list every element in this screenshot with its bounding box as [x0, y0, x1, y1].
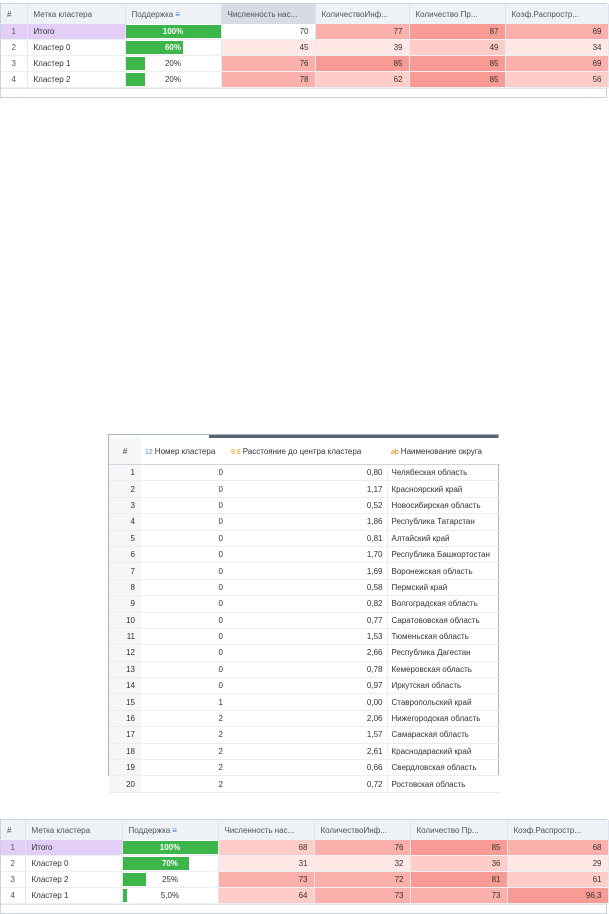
metric-cell: 69: [505, 56, 608, 72]
cluster-number: 0: [141, 465, 227, 481]
cluster-label: Итого: [25, 840, 122, 856]
metric-cell: 69: [505, 24, 608, 40]
table-row[interactable]: [109, 760, 500, 776]
row-index: 14: [109, 678, 141, 694]
header-row: [109, 438, 500, 465]
row-index: 2: [1, 856, 25, 872]
cluster-number: 2: [141, 727, 227, 743]
cluster-number: 0: [141, 563, 227, 579]
distance-value: 1,17: [227, 481, 387, 497]
region-name: Красноярский край: [387, 481, 500, 497]
cluster-number: 2: [141, 776, 227, 792]
region-name: Краснодараский край: [387, 743, 500, 759]
cluster-label: Кластер 1: [27, 56, 125, 72]
distance-value: 1,57: [227, 727, 387, 743]
table-row[interactable]: [109, 546, 500, 562]
table-row[interactable]: [1, 856, 608, 872]
metric-cell: 62: [315, 72, 409, 88]
table-row[interactable]: [1, 40, 608, 56]
row-index: 7: [109, 563, 141, 579]
table-row[interactable]: [109, 710, 500, 726]
float-type-icon: 9.8: [231, 448, 241, 456]
dataset-table: [108, 434, 499, 789]
row-index: 3: [1, 872, 25, 888]
table-row[interactable]: [109, 645, 500, 661]
sort-icon[interactable]: ≡: [175, 9, 180, 19]
row-index: 4: [1, 72, 27, 88]
row-index: 2: [109, 481, 141, 497]
metric-cell: 34: [505, 40, 608, 56]
region-name: Свердловская область: [387, 760, 500, 776]
row-index: 4: [109, 514, 141, 530]
metric-cell: 64: [218, 888, 314, 904]
cluster-number: 0: [141, 661, 227, 677]
table-row[interactable]: [109, 563, 500, 579]
metric-cell: 45: [221, 40, 315, 56]
distance-value: 0,82: [227, 596, 387, 612]
col-distance-label: Расстояние до центра кластера: [242, 446, 362, 456]
table-row[interactable]: [1, 56, 608, 72]
col-support-label: Поддержка: [128, 825, 171, 835]
table-row[interactable]: [109, 579, 500, 595]
metric-cell: 32: [314, 856, 410, 872]
col-distance[interactable]: [227, 438, 387, 465]
row-index: 2: [1, 40, 27, 56]
metric-cell: 76: [314, 840, 410, 856]
header-row: [1, 4, 608, 24]
row-index: 13: [109, 661, 141, 677]
col-infected[interactable]: КоличествоИнф...: [315, 4, 409, 24]
cluster-number: 0: [141, 497, 227, 513]
metric-cell: 56: [505, 72, 608, 88]
cluster-number: 2: [141, 743, 227, 759]
metric-cell: 85: [409, 56, 505, 72]
row-index: 8: [109, 579, 141, 595]
row-index: 1: [1, 24, 27, 40]
distance-value: 1,70: [227, 546, 387, 562]
row-index: 3: [1, 56, 27, 72]
table-row[interactable]: [109, 727, 500, 743]
table-row[interactable]: [109, 514, 500, 530]
distance-value: 0,81: [227, 530, 387, 546]
support-value: 5,0%: [160, 891, 180, 900]
col-support[interactable]: [125, 4, 221, 24]
region-name: Ростовская область: [387, 776, 500, 792]
row-index: 3: [109, 497, 141, 513]
table-row[interactable]: [109, 743, 500, 759]
region-name: Волгоградская область: [387, 596, 500, 612]
distance-value: 2,06: [227, 710, 387, 726]
region-name: Воронежская область: [387, 563, 500, 579]
cluster-label: Кластер 0: [25, 856, 122, 872]
support-value: 60%: [164, 43, 181, 52]
support-value: 100%: [162, 27, 184, 36]
table-row[interactable]: [1, 24, 608, 40]
row-index: 5: [109, 530, 141, 546]
row-index: 11: [109, 628, 141, 644]
region-name: Иркутская область: [387, 678, 500, 694]
distance-value: 0,52: [227, 497, 387, 513]
region-name: Самараская область: [387, 727, 500, 743]
col-cluster-label[interactable]: Метка кластера: [25, 820, 122, 840]
metric-cell: 68: [218, 840, 314, 856]
cluster-number: 0: [141, 596, 227, 612]
metric-cell: 85: [410, 840, 507, 856]
table-row[interactable]: [1, 840, 608, 856]
row-index: 18: [109, 743, 141, 759]
metric-cell: 61: [507, 872, 608, 888]
cluster-number: 0: [141, 546, 227, 562]
support-value: 20%: [164, 75, 181, 84]
distance-value: 0,77: [227, 612, 387, 628]
scroll-indicator: [209, 435, 498, 438]
col-count[interactable]: Количество Пр...: [410, 820, 507, 840]
region-name: Пермский край: [387, 579, 500, 595]
distance-value: 0,80: [227, 465, 387, 481]
region-name: Ставропольский край: [387, 694, 500, 710]
metric-cell: 85: [409, 72, 505, 88]
row-index: 10: [109, 612, 141, 628]
sort-icon[interactable]: ≡: [172, 825, 177, 835]
cluster-table-bottom: [0, 819, 607, 914]
support-value: 100%: [159, 843, 181, 852]
metric-cell: 73: [410, 888, 507, 904]
cluster-label: Кластер 2: [27, 72, 125, 88]
cluster-label: Кластер 2: [25, 872, 122, 888]
metric-cell: 77: [315, 24, 409, 40]
region-name: Новосибирская область: [387, 497, 500, 513]
table-row[interactable]: [109, 694, 500, 710]
col-index[interactable]: #: [1, 4, 27, 24]
metric-cell: 36: [410, 856, 507, 872]
table-row[interactable]: [109, 776, 500, 792]
distance-value: 2,66: [227, 645, 387, 661]
cluster-number: 0: [141, 612, 227, 628]
cluster-number: 0: [141, 481, 227, 497]
distance-value: 0,58: [227, 579, 387, 595]
metric-cell: 49: [409, 40, 505, 56]
col-coef[interactable]: Коэф.Распростр...: [507, 820, 608, 840]
region-name: Республика Татарстан: [387, 514, 500, 530]
row-index: 4: [1, 888, 25, 904]
col-support-label: Поддержка: [131, 9, 174, 19]
table-row[interactable]: [109, 481, 500, 497]
cluster-number: 2: [141, 760, 227, 776]
col-count[interactable]: Количество Пр...: [409, 4, 505, 24]
support-cell: [125, 40, 221, 56]
row-index: 1: [109, 465, 141, 481]
distance-value: 0,78: [227, 661, 387, 677]
distance-value: 1,53: [227, 628, 387, 644]
cluster-label: Кластер 1: [25, 888, 122, 904]
row-index: 9: [109, 596, 141, 612]
row-index: 6: [109, 546, 141, 562]
col-index[interactable]: #: [1, 820, 25, 840]
row-index: 16: [109, 710, 141, 726]
col-population[interactable]: Численность нас...: [221, 4, 315, 24]
table-footer: [1, 88, 606, 97]
distance-value: 1,86: [227, 514, 387, 530]
cluster-number: 0: [141, 628, 227, 644]
support-value: 70%: [161, 859, 178, 868]
cluster-number: 0: [141, 678, 227, 694]
integer-type-icon: 12: [145, 448, 153, 456]
support-cell: [122, 888, 218, 904]
table-row[interactable]: [109, 596, 500, 612]
distance-value: 1,69: [227, 563, 387, 579]
metric-cell: 81: [410, 872, 507, 888]
table-row[interactable]: [109, 612, 500, 628]
row-index: 12: [109, 645, 141, 661]
support-cell: [125, 56, 221, 72]
row-index: 17: [109, 727, 141, 743]
cluster-label: Итого: [27, 24, 125, 40]
cluster-number: 0: [141, 645, 227, 661]
col-index[interactable]: #: [109, 438, 141, 465]
distance-value: 0,00: [227, 694, 387, 710]
cluster-number: 0: [141, 514, 227, 530]
support-cell: [122, 856, 218, 872]
col-cluster-label[interactable]: Метка кластера: [27, 4, 125, 24]
header-row: [1, 820, 608, 840]
region-name: Нижегородская область: [387, 710, 500, 726]
metric-cell: 39: [315, 40, 409, 56]
metric-cell: 70: [221, 24, 315, 40]
support-cell: [125, 72, 221, 88]
metric-cell: 85: [315, 56, 409, 72]
distance-value: 2,61: [227, 743, 387, 759]
metric-cell: 96,3: [507, 888, 608, 904]
table-row[interactable]: [109, 465, 500, 481]
string-type-icon: ab: [391, 448, 399, 456]
region-name: Кемеровская область: [387, 661, 500, 677]
metric-cell: 76: [221, 56, 315, 72]
row-index: 20: [109, 776, 141, 792]
row-index: 19: [109, 760, 141, 776]
region-name: Алтайский край: [387, 530, 500, 546]
table-row[interactable]: [109, 497, 500, 513]
distance-value: 0,97: [227, 678, 387, 694]
cluster-number: 2: [141, 710, 227, 726]
col-population[interactable]: Численность нас...: [218, 820, 314, 840]
col-cluster-number-label: Номер кластера: [154, 446, 216, 456]
support-value: 25%: [161, 875, 178, 884]
support-cell: [122, 872, 218, 888]
table-row[interactable]: [109, 678, 500, 694]
metric-cell: 29: [507, 856, 608, 872]
region-name: Республика Дагестан: [387, 645, 500, 661]
cluster-number: 1: [141, 694, 227, 710]
table-row[interactable]: [109, 661, 500, 677]
cluster-number: 0: [141, 579, 227, 595]
metric-cell: 68: [507, 840, 608, 856]
region-name: Саратововская область: [387, 612, 500, 628]
col-cluster-number[interactable]: [141, 438, 227, 465]
region-name: Челябеская область: [387, 465, 500, 481]
col-coef[interactable]: Коэф.Распростр...: [505, 4, 608, 24]
col-infected[interactable]: КоличествоИнф...: [314, 820, 410, 840]
table-row[interactable]: [109, 628, 500, 644]
metric-cell: 31: [218, 856, 314, 872]
table-row[interactable]: [1, 888, 608, 904]
col-region-name[interactable]: [387, 438, 500, 465]
metric-cell: 73: [218, 872, 314, 888]
support-value: 20%: [164, 59, 181, 68]
support-cell: [122, 840, 218, 856]
table-row[interactable]: [109, 530, 500, 546]
region-name: Республика Башкортостан: [387, 546, 500, 562]
row-index: 1: [1, 840, 25, 856]
table-row[interactable]: [1, 72, 608, 88]
row-index: 15: [109, 694, 141, 710]
support-cell: [125, 24, 221, 40]
metric-cell: 78: [221, 72, 315, 88]
metric-cell: 87: [409, 24, 505, 40]
col-region-name-label: Наименование округа: [400, 446, 482, 456]
cluster-number: 0: [141, 530, 227, 546]
metric-cell: 72: [314, 872, 410, 888]
distance-value: 0,72: [227, 776, 387, 792]
distance-value: 0,66: [227, 760, 387, 776]
col-support[interactable]: [122, 820, 218, 840]
region-name: Тюменьская область: [387, 628, 500, 644]
cluster-table-top: [0, 3, 607, 98]
cluster-label: Кластер 0: [27, 40, 125, 56]
metric-cell: 73: [314, 888, 410, 904]
table-row[interactable]: [1, 872, 608, 888]
